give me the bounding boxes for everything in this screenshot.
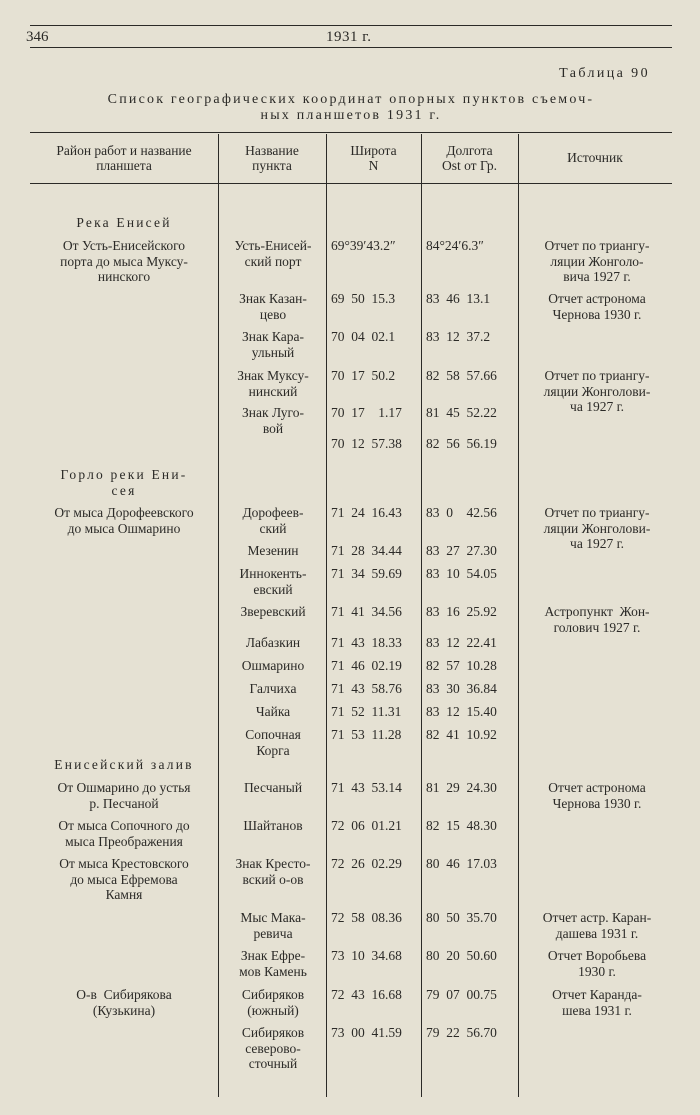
point-name-cell: Знак Кресто- вский о-ов — [235, 856, 311, 887]
point-name-cell: Мыс Мака- ревича — [240, 910, 306, 941]
latitude-cell: 73 00 41.59 — [331, 1025, 402, 1040]
header-longitude-line: Ost от Гр. — [441, 158, 498, 173]
latitude-cell: 71 43 18.33 — [331, 635, 402, 650]
section-heading: Горло реки Ени- сея — [60, 467, 188, 498]
source-cell: Отчет по триангу- ляции Жонголови- ча 1927 г. — [543, 505, 651, 551]
point-name-cell: Песчаный — [243, 780, 303, 795]
longitude-cell: 83 46 13.1 — [426, 291, 491, 306]
source-cell: Отчет астр. Каран- дашева 1931 г. — [542, 910, 652, 941]
point-name-cell: Знак Кара- ульный — [242, 329, 304, 360]
longitude-cell: 83 12 22.41 — [426, 635, 497, 650]
caption-line-1: Список географических координат опорных пунктов съемоч- — [107, 92, 595, 107]
area-cell: О-в Сибирякова (Кузькина) — [76, 987, 172, 1018]
longitude-cell: 82 57 10.28 — [426, 658, 497, 673]
point-name-cell: Лабазкин — [245, 635, 301, 650]
header-longitude — [421, 143, 518, 173]
source-cell: Отчет Каранда- шева 1931 г. — [552, 987, 642, 1018]
latitude-cell: 69 50 15.3 — [331, 291, 396, 306]
longitude-cell: 84°24′6.3″ — [426, 238, 484, 253]
header-source-line: Источник — [567, 150, 623, 165]
page-year: 1931 г. — [326, 29, 372, 45]
column-divider — [518, 134, 519, 1097]
longitude-cell: 83 0 42.56 — [426, 505, 497, 520]
column-divider — [326, 134, 327, 1097]
longitude-cell: 83 12 37.2 — [426, 329, 491, 344]
point-name-cell: Чайка — [255, 704, 291, 719]
longitude-cell: 80 20 50.60 — [426, 948, 497, 963]
source-cell: Отчет по триангу- ляции Жонголо- вича 1927 г. — [544, 238, 650, 284]
latitude-cell: 72 43 16.68 — [331, 987, 402, 1002]
point-name-cell: Иннокенть- евский — [239, 566, 307, 597]
longitude-cell: 80 46 17.03 — [426, 856, 497, 871]
point-name-cell: Сибиряков (южный) — [241, 987, 305, 1018]
latitude-cell: 73 10 34.68 — [331, 948, 402, 963]
latitude-cell: 71 41 34.56 — [331, 604, 402, 619]
longitude-cell: 82 41 10.92 — [426, 727, 497, 742]
header-latitude-line: N — [368, 158, 379, 173]
header-point-line: Название — [245, 143, 299, 158]
page — [26, 22, 672, 1097]
longitude-cell: 81 45 52.22 — [426, 405, 497, 420]
point-name-cell: Усть-Енисей- ский порт — [234, 238, 312, 269]
column-divider — [218, 134, 219, 1097]
header-source — [518, 150, 672, 165]
table-caption — [30, 92, 672, 124]
latitude-cell: 71 43 58.76 — [331, 681, 402, 696]
point-name-cell: Знак Ефре- мов Камень — [239, 948, 307, 979]
longitude-cell: 79 07 00.75 — [426, 987, 497, 1002]
point-name-cell: Сибиряков северово- сточный — [241, 1025, 305, 1071]
latitude-cell: 71 24 16.43 — [331, 505, 402, 520]
longitude-cell: 83 10 54.05 — [426, 566, 497, 581]
section-heading: Река Енисей — [76, 215, 172, 230]
latitude-cell: 71 43 53.14 — [331, 780, 402, 795]
source-cell: Отчет астронома Чернова 1930 г. — [548, 291, 646, 322]
latitude-cell: 72 26 02.29 — [331, 856, 402, 871]
header-latitude-line: Широта — [350, 143, 397, 158]
table-header-rule — [30, 183, 672, 184]
longitude-cell: 83 30 36.84 — [426, 681, 497, 696]
latitude-cell: 70 04 02.1 — [331, 329, 396, 344]
latitude-cell: 71 52 11.31 — [331, 704, 402, 719]
caption-line-2: ных планшетов 1931 г. — [260, 108, 442, 123]
latitude-cell: 69°39′43.2″ — [331, 238, 396, 253]
source-cell: Астропункт Жон- голович 1927 г. — [544, 604, 650, 635]
table-label: Таблица 90 — [559, 66, 650, 81]
latitude-cell: 70 17 50.2 — [331, 368, 396, 383]
longitude-cell: 79 22 56.70 — [426, 1025, 497, 1040]
longitude-cell: 82 15 48.30 — [426, 818, 497, 833]
area-cell: От Усть-Енисейского порта до мыса Муксу- нинского — [60, 238, 188, 284]
section-heading: Енисейский залив — [54, 757, 194, 772]
header-area-line: Район работ и название — [56, 143, 192, 158]
longitude-cell: 82 58 57.66 — [426, 368, 497, 383]
top-rule — [30, 25, 672, 26]
latitude-cell: 72 58 08.36 — [331, 910, 402, 925]
latitude-cell: 71 28 34.44 — [331, 543, 402, 558]
area-cell: От мыса Дорофеевского до мыса Ошмарино — [54, 505, 194, 536]
point-name-cell: Мезенин — [247, 543, 299, 558]
longitude-cell: 83 27 27.30 — [426, 543, 497, 558]
point-name-cell: Сопочная Корга — [245, 727, 301, 758]
header-area — [30, 143, 218, 173]
source-cell: Отчет по триангу- ляции Жонголови- ча 1927 г. — [543, 368, 651, 414]
longitude-cell: 82 56 56.19 — [426, 436, 497, 451]
area-cell: От Ошмарино до устья р. Песчаной — [57, 780, 191, 811]
point-name-cell: Дорофеев- ский — [242, 505, 304, 536]
table-top-rule — [30, 132, 672, 133]
longitude-cell: 83 12 15.40 — [426, 704, 497, 719]
point-name-cell: Знак Луго- вой — [242, 405, 304, 436]
area-cell: От мыса Сопочного до мыса Преображения — [58, 818, 190, 849]
source-cell: Отчет астронома Чернова 1930 г. — [548, 780, 646, 811]
latitude-cell: 72 06 01.21 — [331, 818, 402, 833]
latitude-cell: 71 34 59.69 — [331, 566, 402, 581]
point-name-cell: Ошмарино — [241, 658, 305, 673]
header-longitude-line: Долгота — [446, 143, 493, 158]
header-latitude — [326, 143, 421, 173]
header-rule — [30, 47, 672, 48]
longitude-cell: 80 50 35.70 — [426, 910, 497, 925]
point-name-cell: Зверевский — [240, 604, 306, 619]
latitude-cell: 71 46 02.19 — [331, 658, 402, 673]
header-point — [218, 143, 326, 173]
header-area-line: планшета — [96, 158, 152, 173]
latitude-cell: 71 53 11.28 — [331, 727, 402, 742]
longitude-cell: 81 29 24.30 — [426, 780, 497, 795]
latitude-cell: 70 17 1.17 — [331, 405, 402, 420]
longitude-cell: 83 16 25.92 — [426, 604, 497, 619]
latitude-cell: 70 12 57.38 — [331, 436, 402, 451]
area-cell: От мыса Крестовского до мыса Ефремова Камня — [59, 856, 189, 902]
point-name-cell: Шайтанов — [243, 818, 303, 833]
header-point-line: пункта — [252, 158, 292, 173]
point-name-cell: Знак Муксу- нинский — [237, 368, 309, 399]
source-cell: Отчет Воробьева 1930 г. — [547, 948, 647, 979]
point-name-cell: Галчиха — [249, 681, 297, 696]
point-name-cell: Знак Казан- цево — [239, 291, 307, 322]
page-number: 346 — [26, 29, 49, 45]
